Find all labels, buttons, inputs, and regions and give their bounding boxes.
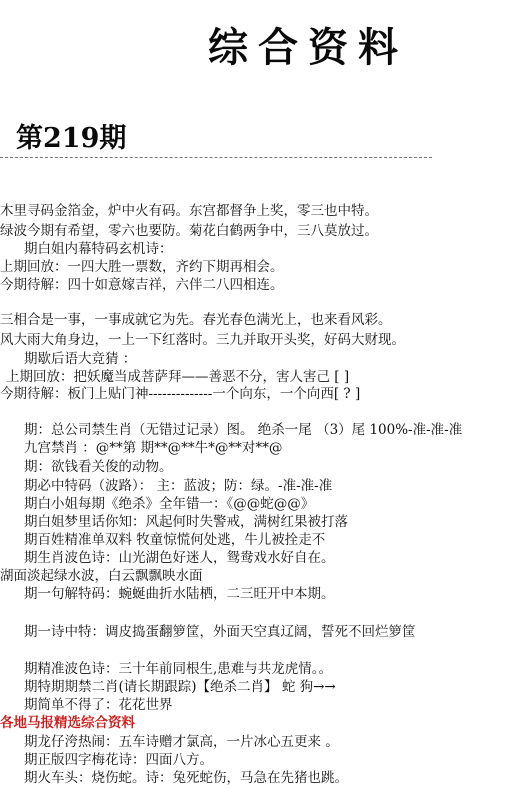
text-line: 期火车头：烧伤蛇。诗：兔死蛇伤，马急在先猪也跳。 xyxy=(24,770,348,786)
text-line: 风大雨大角身边，一上一下红落时。三九并取开头奖，好码大财现。 xyxy=(0,332,405,348)
text-line: 上期回放：一四大胜一票数，齐约下期再相会。 xyxy=(0,259,284,275)
text-line: 期白姐梦里话你知：风起何时失警戒，满树红果被打落 xyxy=(24,514,348,530)
text-line: 期简单不得了：花花世界 xyxy=(24,697,173,713)
text-line: 期白小姐每期《绝杀》全年错一：《@@蛇@@》 xyxy=(24,496,315,512)
text-line: 期精准波色诗：三十年前同根生,患难与共龙虎情。。 xyxy=(24,661,333,677)
text-line: 期生肖波色诗：山光湖色好迷人，鸳鸯戏水好自在。 xyxy=(24,550,335,566)
issue-number: 第219期 xyxy=(16,123,127,154)
text-line: 今期待解：四十如意嫁吉祥，六伴二八四相连。 xyxy=(0,277,284,293)
text-line: 绿波今期有希望，零六也要防。菊花白鹤两争中，三八莫放过。 xyxy=(0,223,378,239)
text-line: 今期待解：板门上贴门神--------------一个向东，一个向西[ ? ] xyxy=(0,386,361,402)
text-line: 三相合是一事，一事成就它为先。春光春色满光上，也来看风彩。 xyxy=(0,312,392,328)
text-line: 期一诗中特：调皮捣蛋翻箩筐，外面天空真辽阔，誓死不回烂箩筐 xyxy=(24,624,416,640)
document-title: 综合资料 xyxy=(208,25,408,71)
text-line: 期龙仔洿热闹：五车诗赠才氯高，一片冰心五更来 。 xyxy=(24,734,339,750)
text-line: 期百姓精准单双料 牧童惊慌何处逃，牛儿被拴走不 xyxy=(24,532,326,548)
text-line: 期正版四字梅花诗：四面八方。 xyxy=(24,752,213,768)
text-line: 期歇后语大竞猜 ： xyxy=(24,351,137,367)
text-line: 木里寻码金箔金，炉中火有码。东宫都督争上奖，零三也中特。 xyxy=(0,203,378,219)
text-line: 期特期期禁二肖(请长期跟踪)【绝杀二肖】 蛇 狗→→ xyxy=(24,679,336,695)
dashed-divider xyxy=(0,157,432,158)
text-line: 期：总公司禁生肖（无错过记录）图。 绝杀一尾 （3）尾 100%-准-准-准 xyxy=(24,422,463,438)
text-line: 九宫禁肖 ：@**第 期**@**牛*@**对**@ xyxy=(24,440,283,456)
text-line: 湖面淡起绿水波，白云飘飘映水面 xyxy=(0,568,203,584)
text-line: 期一句解特码：蜿蜒曲折水陆栖，二三旺开中本期。 xyxy=(24,586,335,602)
text-line: 上期回放：把妖魔当成菩萨拜——善恶不分，害人害己 [ ] xyxy=(6,369,350,385)
section-heading: 各地马报精选综合资料 xyxy=(0,715,135,731)
text-line: 期必中特码（波路）： 主：蓝波；防：绿。-准-准-准 xyxy=(24,478,333,494)
text-line: 期白姐内幕特码玄机诗： xyxy=(24,241,173,257)
text-line: 期：欲钱看关俊的动物。 xyxy=(24,459,173,475)
